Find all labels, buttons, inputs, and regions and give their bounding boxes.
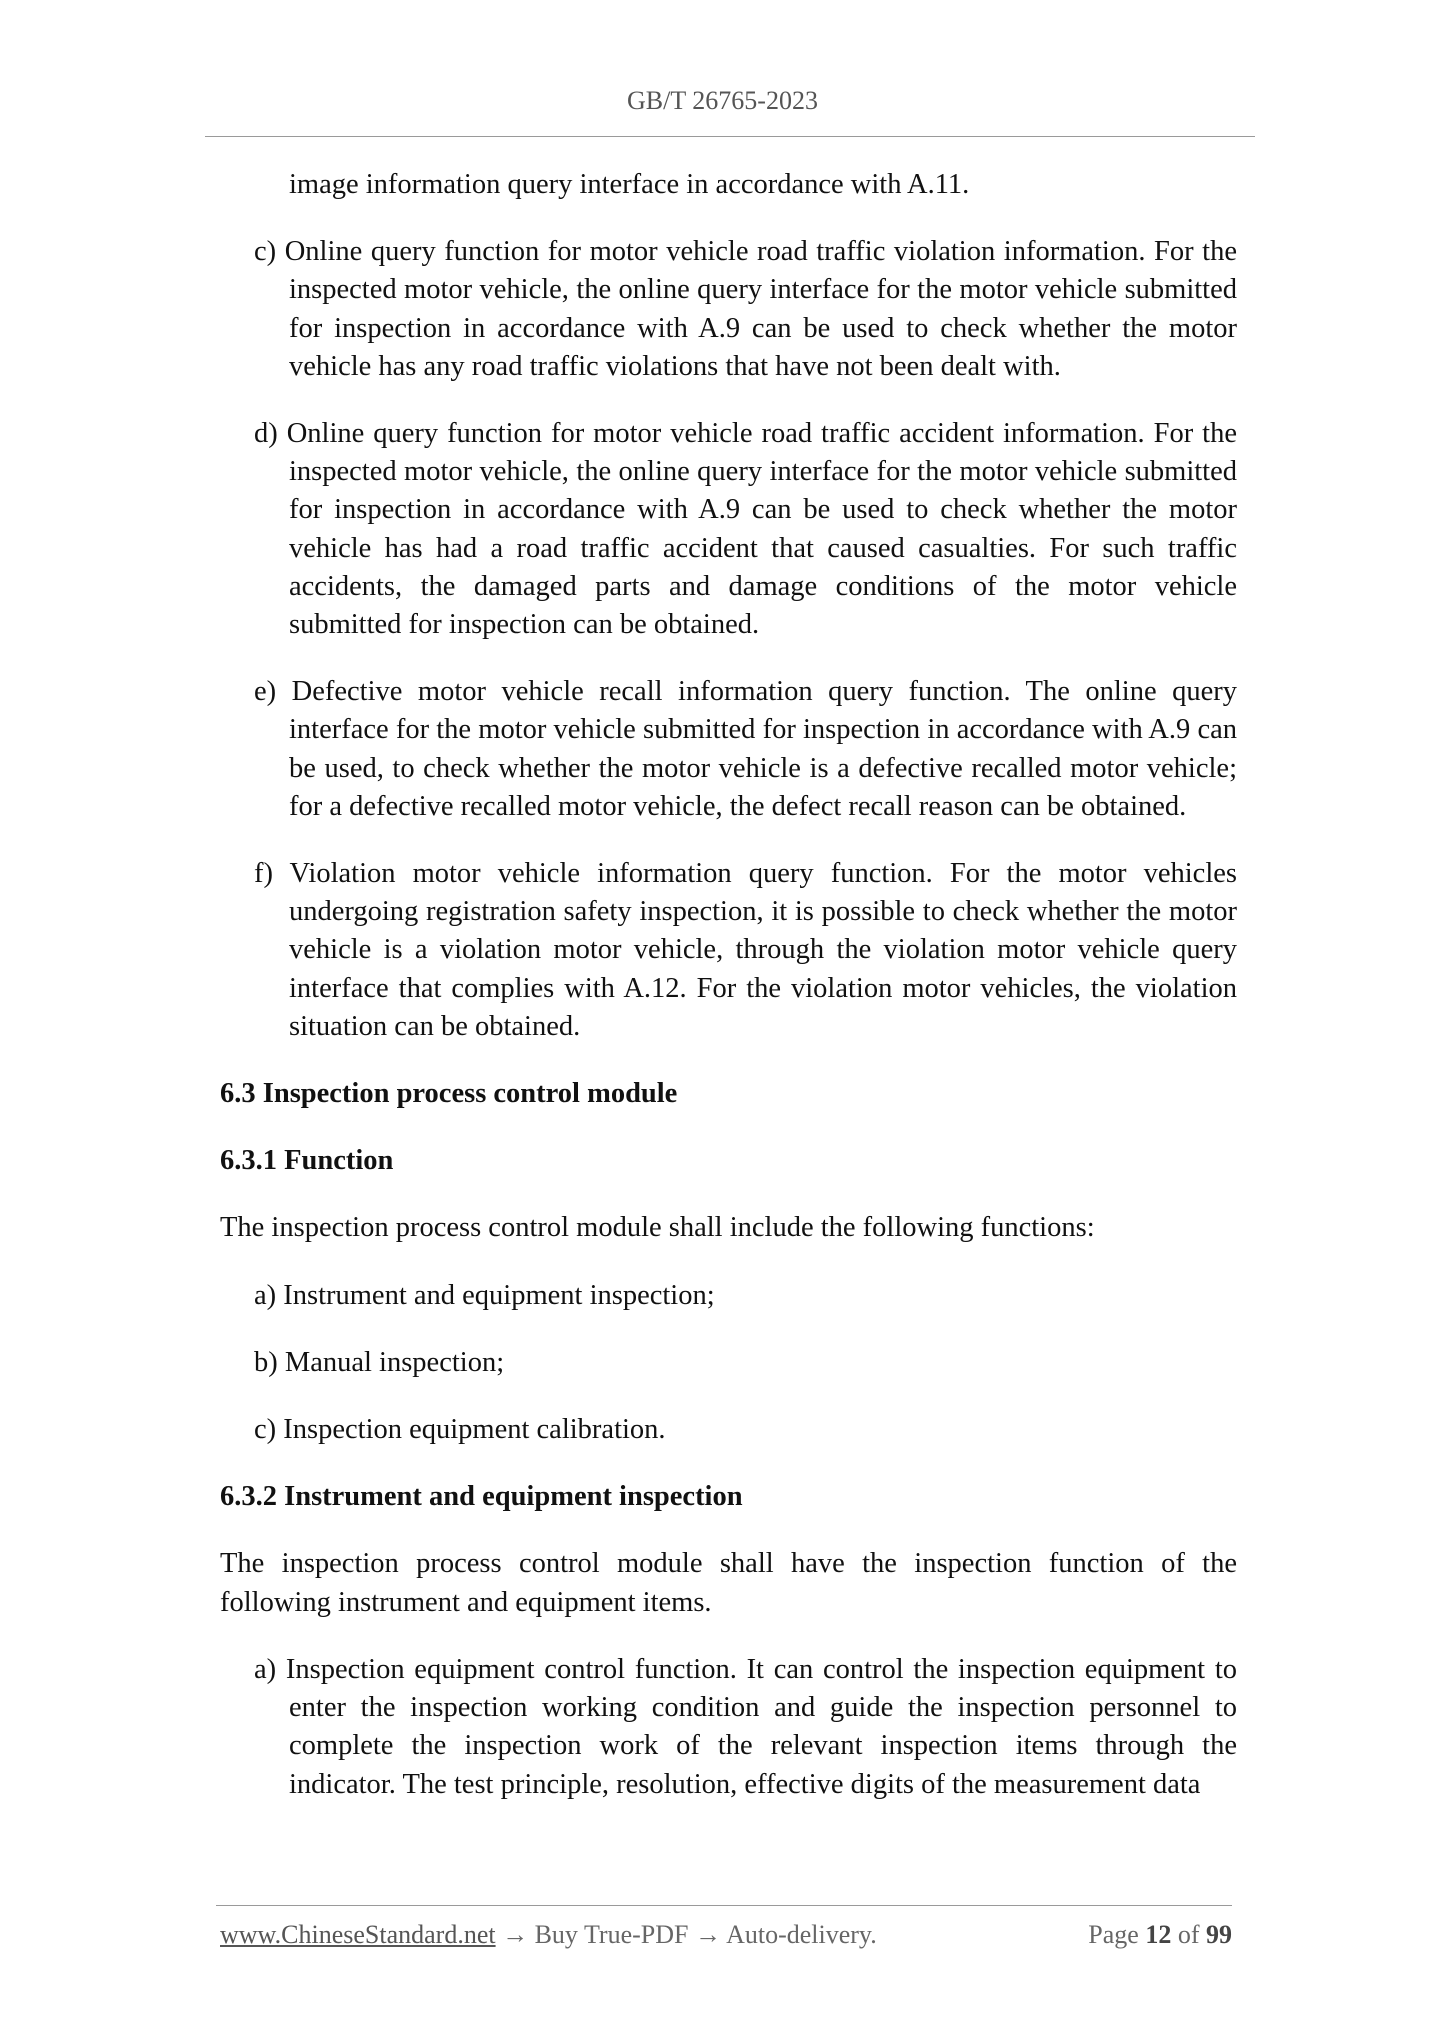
total-page-count: 99 xyxy=(1206,1920,1232,1949)
list-item-c-calibration: c) Inspection equipment calibration. xyxy=(254,1414,666,1446)
header-divider xyxy=(205,136,1255,137)
footer-promo xyxy=(220,1920,877,1950)
section-heading-6-3: 6.3 Inspection process control module xyxy=(220,1078,678,1110)
list-item-d-traffic-accident: d) Online query function for motor vehicle road traffic accident information. For the inspected motor vehicle, the online query interface for the motor vehicle submitted for inspection in accordance with A.9 can be used to check whether the motor vehicle has had a road traffic accident that caused casualties. For such traffic accidents, the damaged parts and damage conditions of the motor vehicle submitted for inspection can be obtained. xyxy=(254,418,1237,641)
list-item-c-traffic-violation: c) Online query function for motor vehicle road traffic violation information. For the inspected motor vehicle, the online query interface for the motor vehicle submitted for inspection in accordance with A.9 can be used to check whether the motor vehicle has any road traffic violations that have not been dealt with. xyxy=(254,236,1237,382)
arrow-right-icon: → xyxy=(502,1920,529,1949)
current-page-number: 12 xyxy=(1145,1920,1172,1949)
paragraph-6-3-1: The inspection process control module shall include the following functions: xyxy=(220,1212,1095,1244)
of-label: of xyxy=(1177,1920,1200,1949)
section-heading-6-3-2: 6.3.2 Instrument and equipment inspection xyxy=(220,1481,743,1513)
footer-divider xyxy=(216,1905,1232,1906)
paragraph-6-3-2: The inspection process control module shall have the inspection function of the following instrument and equipment items. xyxy=(220,1548,1237,1618)
list-item-b-manual: b) Manual inspection; xyxy=(254,1346,505,1378)
list-item-f-violation-vehicle: f) Violation motor vehicle information query function. For the motor vehicles undergoing registration safety inspection, it is possible to check whether the motor vehicle is a violation motor vehicle, through the violation motor vehicle query interface that complies with A.12. For the violation motor vehicles, the violation situation can be obtained. xyxy=(254,858,1237,1042)
list-item-a-instrument: a) Instrument and equipment inspection; xyxy=(254,1279,715,1311)
list-item-a-equipment-control: a) Inspection equipment control function. It can control the inspection equipment to enter the inspection working condition and guide the inspection personnel to complete the inspection work of the relevant inspection items through the indicator. The test principle, resolution, effective digits of the measurement data xyxy=(254,1653,1237,1800)
section-heading-6-3-1: 6.3.1 Function xyxy=(220,1145,394,1177)
buy-true-pdf-text: Buy True-PDF xyxy=(534,1920,689,1949)
arrow-right-icon: → xyxy=(695,1920,721,1949)
document-body xyxy=(220,166,1237,1833)
page-label: Page xyxy=(1088,1920,1139,1949)
list-item-e-recall: e) Defective motor vehicle recall information query function. The online query interface for the motor vehicle submitted for inspection in accordance with A.9 can be used, to check whether the motor vehicle is a defective recalled motor vehicle; for a defective recalled motor vehicle, the defect recall reason can be obtained. xyxy=(254,676,1237,822)
continuation-paragraph: image information query interface in accordance with A.11. xyxy=(289,169,970,200)
auto-delivery-text: Auto-delivery. xyxy=(726,1920,877,1949)
page-indicator xyxy=(1088,1920,1232,1950)
website-link[interactable]: www.ChineseStandard.net xyxy=(220,1920,496,1949)
document-header-title: GB/T 26765-2023 xyxy=(627,86,818,115)
